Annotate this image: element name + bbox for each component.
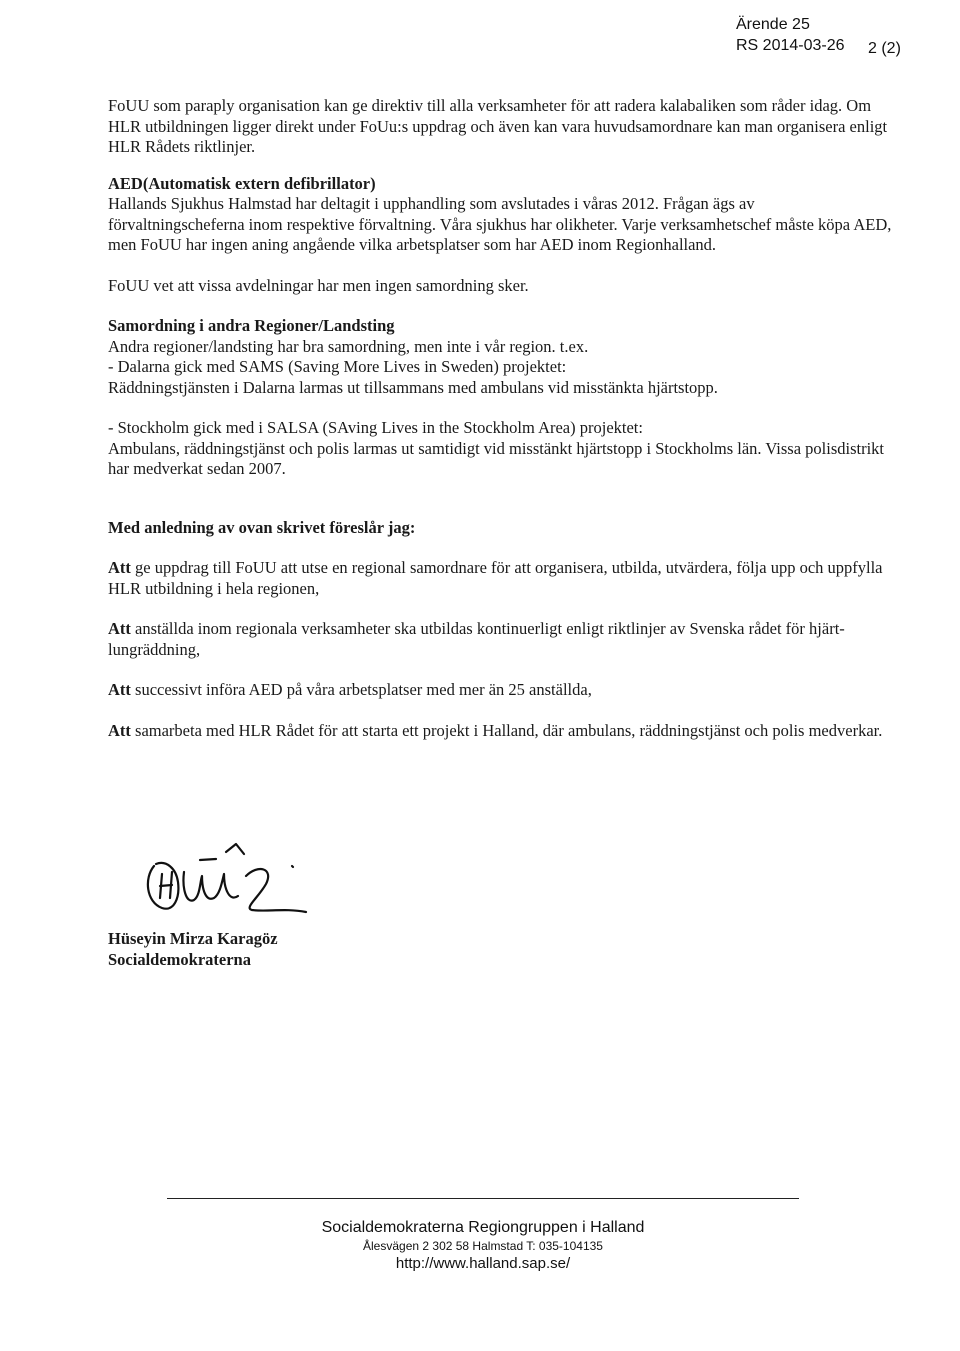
proposal-text: anställda inom regionala verksamheter ska utbildas kontinuerligt enligt riktlinjer av Svenska rådet för hjärt-lungräddning,	[108, 619, 845, 659]
samordning-line-1: Andra regioner/landsting har bra samordning, men inte i vår region. t.ex.	[108, 336, 589, 356]
aed-paragraph: Hallands Sjukhus Halmstad har deltagit i upphandling som avslutades i våras 2012. Frågan ägs av förvaltningscheferna inom respektive förvaltning. Våra sjukhus har olikheter. Varje verksamhetschef måste köpa AED, men FoUU har ingen aning angående vilka arbetsplatser som har AED inom Regionhalland.	[108, 194, 892, 254]
proposal-text: successivt införa AED på våra arbetsplatser med mer än 25 anställda,	[130, 680, 592, 699]
proposal-text: samarbeta med HLR Rådet för att starta ett projekt i Halland, där ambulans, räddningstjänst och polis medverkar.	[130, 720, 883, 740]
proposal-lead: Att	[108, 720, 131, 740]
proposal-lead: Att	[108, 619, 131, 638]
samordning-line-3: Räddningstjänsten i Dalarna larmas ut tillsammans med ambulans vid misstänkta hjärtstopp.	[108, 377, 718, 397]
signer-name: Hüseyin Mirza Karagöz	[108, 929, 278, 948]
footer-address: Ålesvägen 2 302 58 Halmstad T: 035-104135	[363, 1239, 603, 1253]
letter-body	[108, 96, 893, 741]
proposal-item	[108, 721, 893, 742]
page-number: 2 (2)	[868, 40, 901, 57]
footer-url[interactable]: http://www.halland.sap.se/	[395, 1255, 571, 1272]
stockholm-line-1: - Stockholm gick med i SALSA (SAving Lives in the Stockholm Area) projektet:	[108, 418, 643, 437]
intro-paragraph: FoUU som paraply organisation kan ge direktiv till alla verksamheter för att radera kalabaliken som råder idag. Om HLR utbildningen ligger direkt under FoUu:s uppdrag och även kan vara huvudsamordnare kan man organisera enligt HLR Rådets riktlinjer.	[108, 96, 888, 156]
signer-block	[108, 928, 278, 970]
proposal-text: ge uppdrag till FoUU att utse en regional samordnare för att organisera, utbilda, utvärdera, följa upp och uppfylla HLR utbildning i hela regionen,	[108, 558, 883, 598]
case-number: Ärende 25	[736, 16, 810, 33]
proposal-item	[108, 558, 893, 599]
proposal-lead: Att	[108, 680, 131, 699]
handwritten-signature	[140, 838, 320, 920]
proposal-heading: Med anledning av ovan skrivet föreslår jag:	[108, 517, 416, 537]
samordning-line-2: - Dalarna gick med SAMS (Saving More Lives in Sweden) projektet:	[108, 357, 567, 376]
signer-party: Socialdemokraterna	[108, 950, 251, 969]
meeting-date: RS 2014-03-26	[736, 37, 845, 54]
fouu-note: FoUU vet att vissa avdelningar har men ingen samordning sker.	[108, 275, 529, 295]
samordning-heading: Samordning i andra Regioner/Landsting	[108, 316, 395, 335]
footer	[167, 1218, 799, 1274]
stockholm-line-2: Ambulans, räddningstjänst och polis larmas ut samtidigt vid misstänkt hjärtstopp i Stockholms län. Vissa polisdistrikt har medverkat sedan 2007.	[108, 438, 885, 478]
aed-heading: AED(Automatisk extern defibrillator)	[108, 173, 376, 193]
proposal-item	[108, 619, 893, 660]
footer-divider	[167, 1198, 799, 1199]
footer-org: Socialdemokraterna Regiongruppen i Halland	[321, 1219, 645, 1236]
proposal-item	[108, 680, 893, 701]
proposal-lead: Att	[108, 558, 131, 577]
